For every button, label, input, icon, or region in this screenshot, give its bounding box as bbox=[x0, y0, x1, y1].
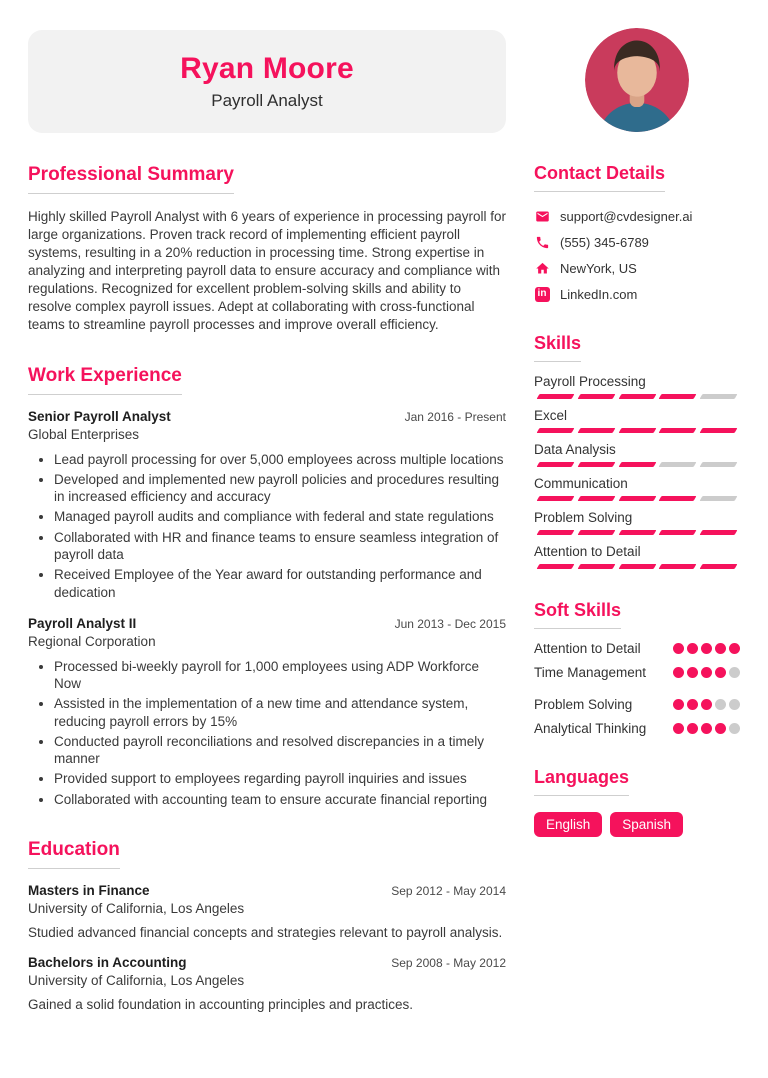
phone-icon bbox=[534, 234, 550, 250]
language-pill: English bbox=[534, 812, 602, 837]
degree-title: Masters in Finance bbox=[28, 882, 150, 898]
job-company: Regional Corporation bbox=[28, 633, 156, 649]
degree-entry-head bbox=[28, 883, 506, 898]
job-entry-head bbox=[28, 409, 506, 424]
degree-entry bbox=[28, 955, 506, 1012]
soft-skill-label: Problem Solving bbox=[534, 697, 633, 712]
section-professional-summary bbox=[28, 164, 506, 334]
job-bullet-list bbox=[28, 658, 506, 808]
skill-level-bar bbox=[534, 462, 740, 467]
degree-entry bbox=[28, 883, 506, 940]
job-bullet: • Conducted payroll reconciliations and resolved discrepancies in a timely manner bbox=[54, 733, 506, 768]
summary-text: Highly skilled Payroll Analyst with 6 years of experience in processing payroll for large organizations. Proven track record of implementing efficient payroll systems, resulting in a 20% reduction in processing time. Strong expertise in analyzing and interpreting payroll data to ensure accuracy and compliance with regulations. Recognized for excellent problem-solving skills and ability to resolve complex payroll issues. Adept at collaborating with cross-functional teams to streamline payroll processes and improve overall efficiency. bbox=[28, 209, 506, 332]
skill-label: Problem Solving bbox=[534, 510, 633, 525]
section-skills bbox=[534, 333, 740, 569]
linkedin-icon: in bbox=[534, 286, 550, 302]
degree-description: Gained a solid foundation in accounting principles and practices. bbox=[28, 996, 413, 1012]
skill-label: Data Analysis bbox=[534, 442, 616, 457]
soft-skill-group bbox=[534, 697, 740, 736]
work-heading: Work Experience bbox=[28, 365, 182, 395]
job-entry bbox=[28, 616, 506, 808]
skills-heading: Skills bbox=[534, 333, 581, 362]
contact-list bbox=[534, 208, 740, 302]
soft-skill-dots bbox=[673, 699, 740, 710]
skill-level-bar bbox=[534, 394, 740, 399]
contact-row-email bbox=[534, 208, 740, 224]
skill-label: Payroll Processing bbox=[534, 374, 646, 389]
candidate-job-title: Payroll Analyst bbox=[211, 91, 323, 110]
skill-row bbox=[534, 408, 740, 433]
skill-row bbox=[534, 374, 740, 399]
header-banner bbox=[28, 30, 506, 133]
job-bullet: • Assisted in the implementation of a new time and attendance system, reducing payroll errors by 15% bbox=[54, 695, 506, 730]
skill-level-bar bbox=[534, 564, 740, 569]
education-heading: Education bbox=[28, 839, 120, 869]
job-company: Global Enterprises bbox=[28, 426, 140, 442]
language-pill: Spanish bbox=[610, 812, 683, 837]
main-column bbox=[28, 30, 506, 1027]
skill-label: Excel bbox=[534, 408, 568, 423]
job-entry-head bbox=[28, 616, 506, 631]
contact-linkedin[interactable]: LinkedIn.com bbox=[560, 286, 638, 302]
job-bullet: • Received Employee of the Year award for outstanding performance and dedication bbox=[54, 566, 506, 601]
job-title: Senior Payroll Analyst bbox=[28, 408, 171, 424]
profile-photo bbox=[585, 28, 689, 132]
job-dates: Jan 2016 - Present bbox=[404, 409, 506, 424]
contact-phone[interactable]: (555) 345-6789 bbox=[560, 234, 649, 250]
soft-skill-label: Time Management bbox=[534, 665, 647, 680]
skill-level-bar bbox=[534, 428, 740, 433]
degree-title: Bachelors in Accounting bbox=[28, 954, 187, 970]
contact-row-phone bbox=[534, 234, 740, 250]
section-languages bbox=[534, 767, 740, 837]
job-bullet: • Collaborated with HR and finance teams to ensure seamless integration of payroll data bbox=[54, 529, 506, 564]
sidebar-column bbox=[534, 30, 740, 1027]
contact-location: NewYork, US bbox=[560, 260, 637, 276]
skill-row bbox=[534, 510, 740, 535]
skill-label: Communication bbox=[534, 476, 628, 491]
job-entry bbox=[28, 409, 506, 601]
job-bullet: • Managed payroll audits and compliance with federal and state regulations bbox=[54, 508, 506, 525]
job-dates: Jun 2013 - Dec 2015 bbox=[394, 616, 506, 631]
degree-school: University of California, Los Angeles bbox=[28, 900, 245, 916]
skill-level-bar bbox=[534, 530, 740, 535]
summary-heading: Professional Summary bbox=[28, 164, 234, 194]
soft-skill-dots bbox=[673, 643, 740, 654]
job-bullet: • Lead payroll processing for over 5,000 employees across multiple locations bbox=[54, 451, 506, 468]
soft-skill-label: Attention to Detail bbox=[534, 641, 641, 656]
contact-row-linkedin bbox=[534, 286, 740, 302]
soft-skill-label: Analytical Thinking bbox=[534, 721, 647, 736]
soft-skill-row bbox=[534, 641, 740, 656]
soft-skill-dots bbox=[673, 667, 740, 678]
section-work-experience bbox=[28, 365, 506, 808]
soft-skill-group bbox=[534, 641, 740, 680]
skill-row bbox=[534, 544, 740, 569]
section-soft-skills bbox=[534, 600, 740, 736]
soft-skill-row bbox=[534, 697, 740, 712]
home-icon bbox=[534, 260, 550, 276]
job-bullet: • Developed and implemented new payroll policies and procedures resulting in increased efficiency and accuracy bbox=[54, 471, 506, 506]
job-bullet: • Processed bi-weekly payroll for 1,000 employees using ADP Workforce Now bbox=[54, 658, 506, 693]
languages-heading: Languages bbox=[534, 767, 629, 796]
degree-description: Studied advanced financial concepts and strategies relevant to payroll analysis. bbox=[28, 924, 503, 940]
job-bullet: • Collaborated with accounting team to ensure accurate financial reporting bbox=[54, 791, 506, 808]
skill-label: Attention to Detail bbox=[534, 544, 641, 559]
soft-skill-dots bbox=[673, 723, 740, 734]
job-title: Payroll Analyst II bbox=[28, 615, 137, 631]
degree-entry-head bbox=[28, 955, 506, 970]
candidate-name: Ryan Moore bbox=[180, 52, 354, 85]
skill-row bbox=[534, 476, 740, 501]
soft-skill-row bbox=[534, 665, 740, 680]
contact-heading: Contact Details bbox=[534, 163, 665, 192]
skill-row bbox=[534, 442, 740, 467]
degree-school: University of California, Los Angeles bbox=[28, 972, 245, 988]
language-list bbox=[534, 812, 740, 837]
soft-skills-heading: Soft Skills bbox=[534, 600, 621, 629]
section-contact-details bbox=[534, 163, 740, 302]
skill-level-bar bbox=[534, 496, 740, 501]
job-bullet: • Provided support to employees regarding payroll inquiries and issues bbox=[54, 770, 506, 787]
contact-row-location bbox=[534, 260, 740, 276]
soft-skill-row bbox=[534, 721, 740, 736]
profile-photo-wrap bbox=[534, 28, 740, 132]
degree-dates: Sep 2008 - May 2012 bbox=[391, 955, 506, 970]
email-icon bbox=[534, 208, 550, 224]
contact-email[interactable]: support@cvdesigner.ai bbox=[560, 208, 693, 224]
degree-dates: Sep 2012 - May 2014 bbox=[391, 883, 506, 898]
job-bullet-list bbox=[28, 451, 506, 601]
section-education bbox=[28, 839, 506, 1012]
